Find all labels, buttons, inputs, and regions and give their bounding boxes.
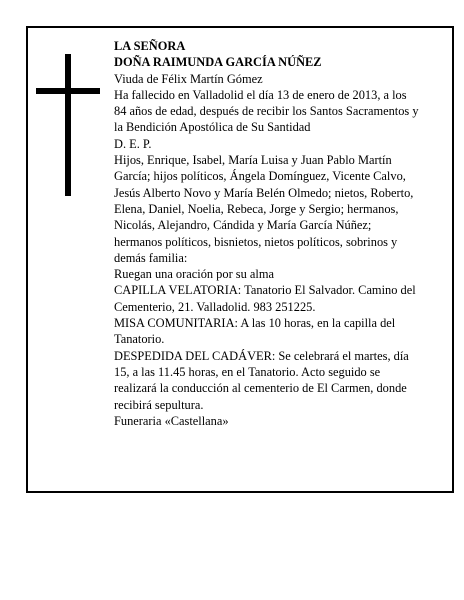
prayer-request: Ruegan una oración por su alma [114,267,274,282]
cross-vertical-bar [65,54,71,196]
funeral-home: Funeraria «Castellana» [114,413,229,428]
death-announcement: Ha fallecido en Valladolid el día 13 de enero de 2013, a los 84 años de edad, después de recibir los Santos Sacramentos y la Bendición Apostólica de Su Santidad [114,87,419,135]
chapel-info: CAPILLA VELATORIA: Tanatorio El Salvador. Camino del Cementerio, 21. Valladolid. 983 251225. [114,283,416,314]
widow-of: Viuda de Félix Martín Gómez [114,71,263,86]
rip: D. E. P. [114,136,152,151]
farewell-info: DESPEDIDA DEL CADÁVER: Se celebrará el martes, día 15, a las 11.45 horas, en el Tanatorio. Acto seguido se realizará la conducción al cementerio de El Carmen, donde recibirá sepultura. [114,348,409,412]
mass-info: MISA COMUNITARIA: A las 10 horas, en la capilla del Tanatorio. [114,316,396,347]
cross-icon [36,54,100,196]
family-list: Hijos, Enrique, Isabel, María Luisa y Juan Pablo Martín García; hijos políticos, Ángela Domínguez, Vicente Calvo, Jesús Alberto Novo y María Belén Olmedo; nietos, Roberto, Elena, Daniel, Noelia, Rebeca, Jorge y Sergio; hermanos, Nicolás, Alejandro, Cándida y María García Núñez; hermanos políticos, bisnietos, nietos políticos, sobrinos y demás familia: [114,153,414,265]
obituary-text [114,38,422,429]
deceased-name: DOÑA RAIMUNDA GARCÍA NÚÑEZ [114,55,322,70]
title-line-1: LA SEÑORA [114,39,186,53]
cross-horizontal-bar [36,88,100,94]
